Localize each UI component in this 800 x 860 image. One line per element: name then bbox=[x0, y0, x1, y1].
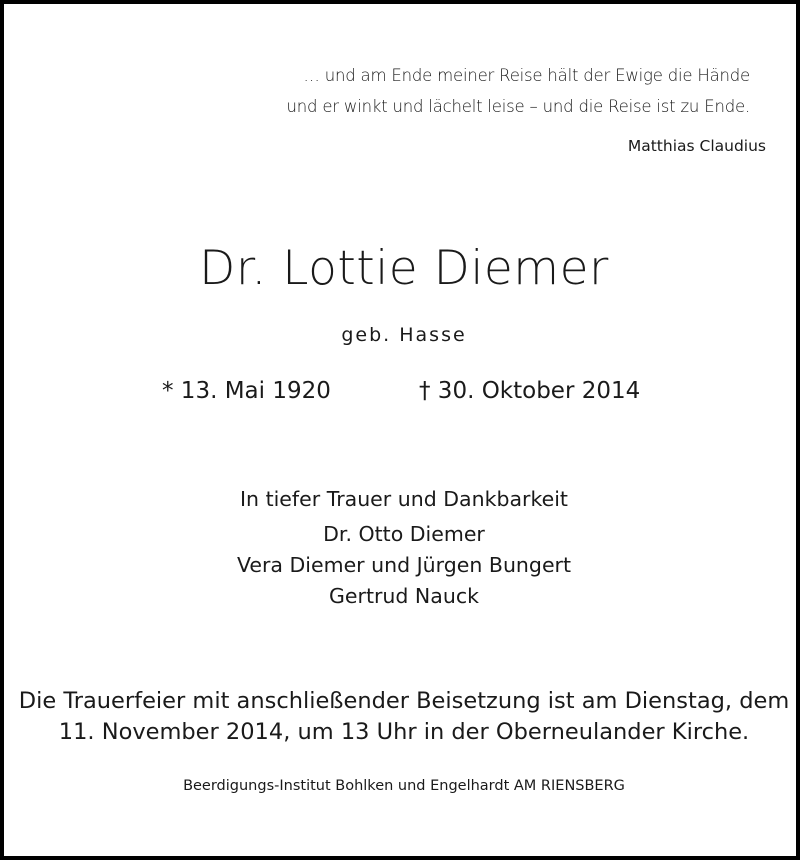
mourner-name: Dr. Otto Diemer bbox=[323, 522, 485, 546]
mourner-name: Gertrud Nauck bbox=[329, 584, 479, 608]
quote-line-2: und er winkt und lächelt leise – und die Reise ist zu Ende. bbox=[286, 97, 750, 116]
funeral-line-2: 11. November 2014, um 13 Uhr in der Oberneulander Kirche. bbox=[58, 719, 750, 745]
undertaker: Beerdigungs-Institut Bohlken und Engelhardt AM RIENSBERG bbox=[183, 778, 625, 794]
quote-line-1: … und am Ende meiner Reise hält der Ewige die Hände bbox=[303, 66, 750, 85]
quote-author: Matthias Claudius bbox=[627, 137, 766, 155]
maiden-name: geb. Hasse bbox=[341, 324, 467, 346]
mourner-name: Vera Diemer und Jürgen Bungert bbox=[236, 553, 572, 577]
birth-date: * 13. Mai 1920 bbox=[162, 378, 331, 404]
funeral-line-1: Die Trauerfeier mit anschließender Beisetzung ist am Dienstag, dem bbox=[18, 688, 790, 714]
funeral-info bbox=[4, 686, 800, 748]
deceased-name: Dr. Lottie Diemer bbox=[199, 241, 609, 296]
mourners-intro: In tiefer Trauer und Dankbarkeit bbox=[240, 487, 568, 511]
mourners-block bbox=[4, 484, 800, 612]
death-date: † 30. Oktober 2014 bbox=[419, 378, 641, 404]
